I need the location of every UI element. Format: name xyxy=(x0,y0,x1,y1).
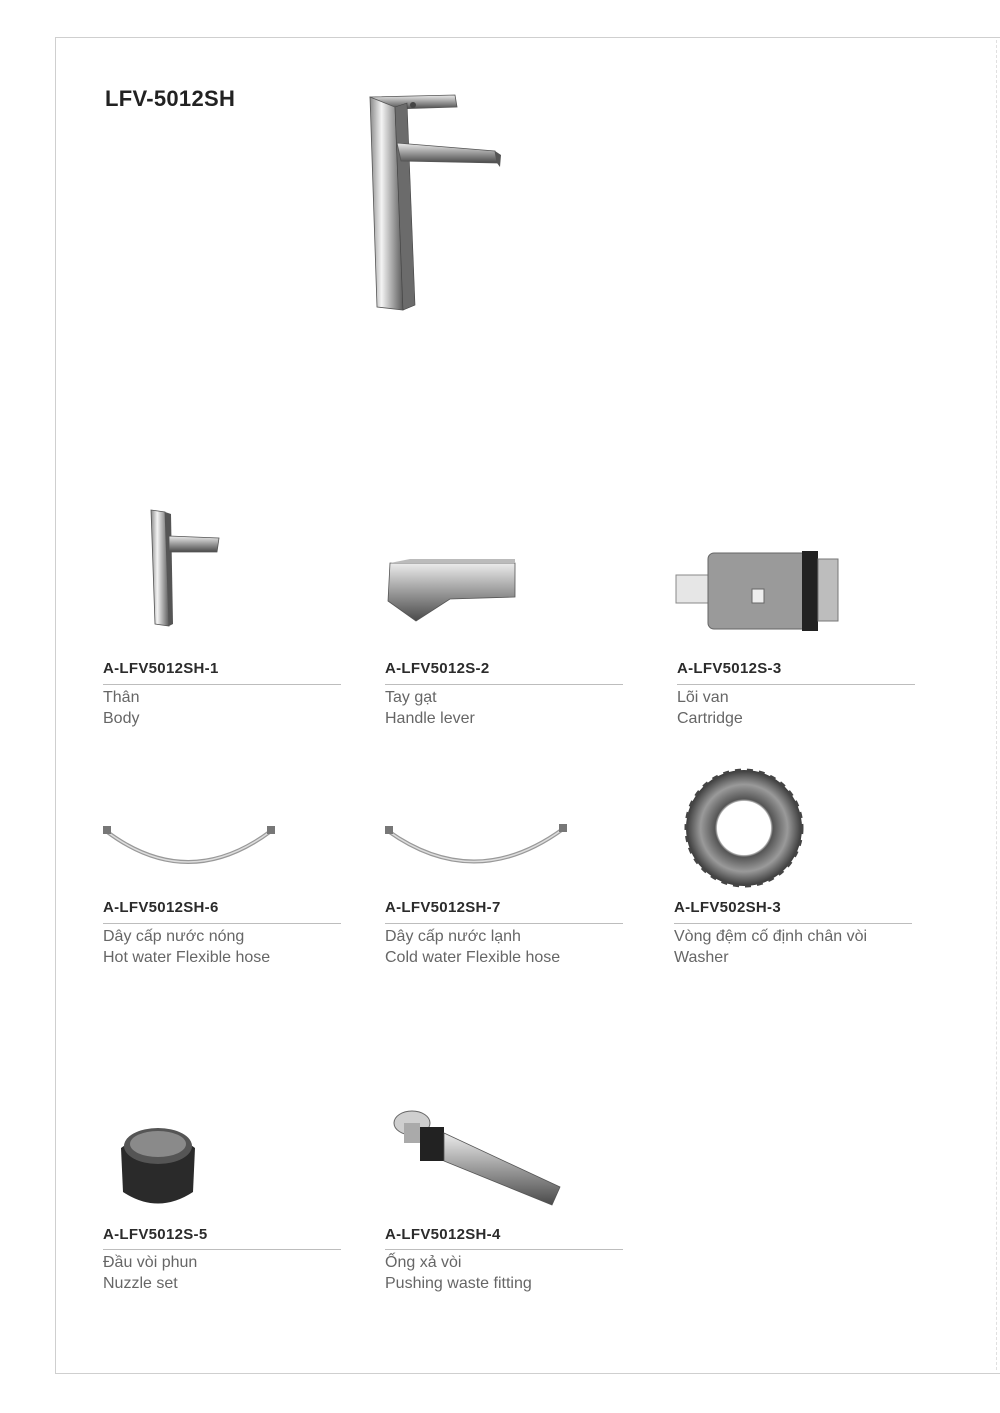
part-card-hot-hose xyxy=(103,765,341,975)
part-name-vi: Lõi van xyxy=(677,689,729,706)
part-name-en: Body xyxy=(103,710,140,727)
faucet-body-icon xyxy=(143,508,223,628)
part-card-waste-fitting xyxy=(385,1100,623,1300)
part-code: A-LFV5012S-3 xyxy=(677,660,782,677)
part-code: A-LFV5012SH-1 xyxy=(103,660,219,677)
part-name-en: Hot water Flexible hose xyxy=(103,949,271,966)
part-card-body xyxy=(103,500,341,730)
part-name-en: Pushing waste fitting xyxy=(385,1275,532,1292)
part-name-en: Nuzzle set xyxy=(103,1275,178,1292)
part-code: A-LFV5012S-2 xyxy=(385,660,490,677)
part-card-washer xyxy=(674,765,912,975)
hose-icon xyxy=(103,823,278,873)
washer-icon xyxy=(684,768,804,888)
product-model-title: LFV-5012SH xyxy=(105,86,236,111)
handle-lever-icon xyxy=(380,555,520,630)
part-name-en: Cold water Flexible hose xyxy=(385,949,561,966)
divider xyxy=(677,684,915,685)
part-code: A-LFV5012S-5 xyxy=(103,1226,208,1243)
cartridge-icon xyxy=(672,545,852,635)
part-name-en: Cartridge xyxy=(677,710,743,727)
part-code: A-LFV5012SH-7 xyxy=(385,899,501,916)
waste-fitting-icon xyxy=(390,1105,570,1210)
divider xyxy=(385,1249,623,1250)
part-card-aerator xyxy=(103,1100,341,1300)
divider xyxy=(385,684,623,685)
part-name-en: Washer xyxy=(674,949,729,966)
faucet-product-image xyxy=(355,85,505,315)
part-name-vi: Dây cấp nước nóng xyxy=(103,928,245,945)
divider xyxy=(674,923,912,924)
part-card-cartridge xyxy=(677,500,915,730)
divider xyxy=(385,923,623,924)
part-name-vi: Tay gạt xyxy=(385,689,437,706)
part-name-vi: Thân xyxy=(103,689,140,706)
divider xyxy=(103,684,341,685)
part-code: A-LFV502SH-3 xyxy=(674,899,781,916)
hose-icon xyxy=(385,823,570,873)
part-code: A-LFV5012SH-4 xyxy=(385,1226,501,1243)
part-name-vi: Vòng đệm cố định chân vòi xyxy=(674,928,868,945)
part-card-handle-lever xyxy=(385,500,623,730)
part-name-vi: Đầu vòi phun xyxy=(103,1254,198,1271)
aerator-icon xyxy=(113,1120,203,1215)
page-edge-dashes xyxy=(996,40,997,1370)
part-code: A-LFV5012SH-6 xyxy=(103,899,219,916)
part-name-vi: Ống xả vòi xyxy=(385,1254,462,1271)
divider xyxy=(103,1249,341,1250)
part-name-en: Handle lever xyxy=(385,710,475,727)
part-name-vi: Dây cấp nước lạnh xyxy=(385,928,521,945)
divider xyxy=(103,923,341,924)
part-card-cold-hose xyxy=(385,765,623,975)
